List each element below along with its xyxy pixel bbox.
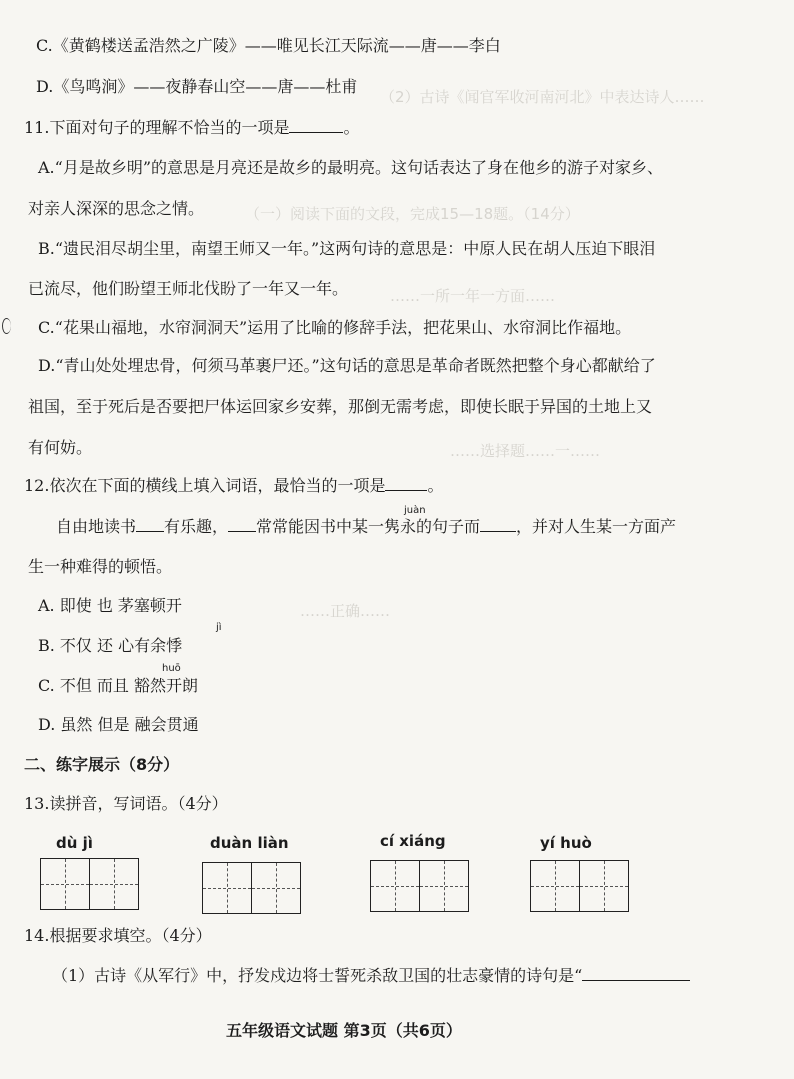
q12-part-b: 有乐趣， <box>164 517 229 536</box>
writing-grid-3[interactable] <box>370 860 469 912</box>
q12-option-b: B. 不仅 还 心有余悸 <box>38 636 183 655</box>
q11-option-d-line1: D.“青山处处埋忠骨，何须马革裹尸还。”这句话的意思是革命者既然把整个身心都献给了 <box>38 356 656 375</box>
page-footer: 五年级语文试题 第3页（共6页） <box>226 1021 462 1040</box>
q12-part-a: 自由地读书 <box>56 517 137 536</box>
writing-grid-4[interactable] <box>530 860 629 912</box>
q11-option-a-line2: 对亲人深深的思念之情。 <box>28 199 205 218</box>
bleed-through-text: ……正确…… <box>300 602 391 620</box>
q12-sentence-line1 <box>56 517 676 537</box>
writing-cell[interactable] <box>420 861 468 911</box>
q11-stem: 11.下面对句子的理解不恰当的一项是 。 <box>24 118 360 137</box>
q12-stem: 12.依次在下面的横线上填入词语，最恰当的一项是 。 <box>24 476 444 495</box>
q12-stem-text: 12.依次在下面的横线上填入词语，最恰当的一项是 <box>24 476 386 495</box>
q11-option-a-line1: A.“月是故乡明”的意思是月亮还是故乡的最明亮。这句话表达了身在他乡的游子对家乡、 <box>38 158 664 177</box>
pinyin-label-4: yí huò <box>540 834 592 852</box>
binding-hole-mark <box>2 318 11 334</box>
q11-stem-text: 11.下面对句子的理解不恰当的一项是 <box>24 118 290 137</box>
writing-cell[interactable] <box>531 861 580 911</box>
writing-cell[interactable] <box>203 863 252 913</box>
q12-option-c: C. 不但 而且 豁然开朗 <box>38 676 199 695</box>
q12-part-d: ，并对人生某一方面产 <box>516 517 677 536</box>
q12-option-d: D. 虽然 但是 融会贯通 <box>38 715 199 734</box>
writing-cell[interactable] <box>371 861 420 911</box>
pinyin-label-2: duàn liàn <box>210 834 289 852</box>
fill-blank-3[interactable] <box>480 517 516 532</box>
fill-blank-2[interactable] <box>228 517 256 532</box>
q12-part-c: 常常能因书中某一隽永的句子而 <box>256 517 481 536</box>
q14-part-1 <box>52 966 690 986</box>
q11-option-b-line1: B.“遗民泪尽胡尘里，南望王师又一年。”这两句诗的意思是：中原人民在胡人压迫下眼泪 <box>38 239 656 258</box>
pinyin-label-1: dù jì <box>56 834 93 852</box>
bleed-through-text: （一）阅读下面的文段，完成15—18题。（14分） <box>245 205 580 223</box>
fill-blank-1[interactable] <box>136 517 164 532</box>
pinyin-huo: huō <box>162 663 181 674</box>
answer-blank[interactable] <box>582 966 690 981</box>
writing-cell[interactable] <box>252 863 300 913</box>
q14-part-1-text: （1）古诗《从军行》中，抒发戍边将士誓死杀敌卫国的壮志豪情的诗句是“ <box>52 966 583 985</box>
writing-grid-1[interactable] <box>40 858 139 910</box>
q13-stem: 13.读拼音，写词语。（4分） <box>24 794 228 813</box>
writing-grid-2[interactable] <box>202 862 301 914</box>
bleed-through-text: （2）古诗《闻官军收河南河北》中表达诗人…… <box>380 88 705 106</box>
writing-cell[interactable] <box>90 859 138 909</box>
writing-cell[interactable] <box>41 859 90 909</box>
pinyin-label-3: cí xiáng <box>380 832 446 850</box>
answer-blank[interactable] <box>289 118 343 133</box>
bleed-through-text: ……选择题……一…… <box>450 442 601 460</box>
q11-option-c: C.“花果山福地，水帘洞洞天”运用了比喻的修辞手法，把花果山、水帘洞比作福地。 <box>38 318 632 337</box>
option-d-prev: D.《鸟鸣涧》——夜静春山空——唐——杜甫 <box>36 77 358 96</box>
pinyin-ji: jì <box>216 622 222 633</box>
q12-sentence-line2: 生一种难得的顿悟。 <box>28 557 173 576</box>
pinyin-juan: juàn <box>404 505 426 516</box>
q11-option-d-line2: 祖国，至于死后是否要把尸体运回家乡安葬，那倒无需考虑，即使长眠于异国的土地上又 <box>28 397 653 416</box>
writing-cell[interactable] <box>580 861 628 911</box>
bleed-through-text: ……一所一年一方面…… <box>390 287 556 305</box>
q11-option-b-line2: 已流尽，他们盼望王师北伐盼了一年又一年。 <box>28 279 349 298</box>
answer-blank[interactable] <box>385 476 427 491</box>
section-2-title: 二、练字展示（8分） <box>24 755 180 774</box>
q14-stem: 14.根据要求填空。（4分） <box>24 926 212 945</box>
q11-option-d-line3: 有何妨。 <box>28 438 93 457</box>
q12-option-a: A. 即使 也 茅塞顿开 <box>38 596 182 615</box>
option-c-prev: C.《黄鹤楼送孟浩然之广陵》——唯见长江天际流——唐——李白 <box>36 36 501 55</box>
